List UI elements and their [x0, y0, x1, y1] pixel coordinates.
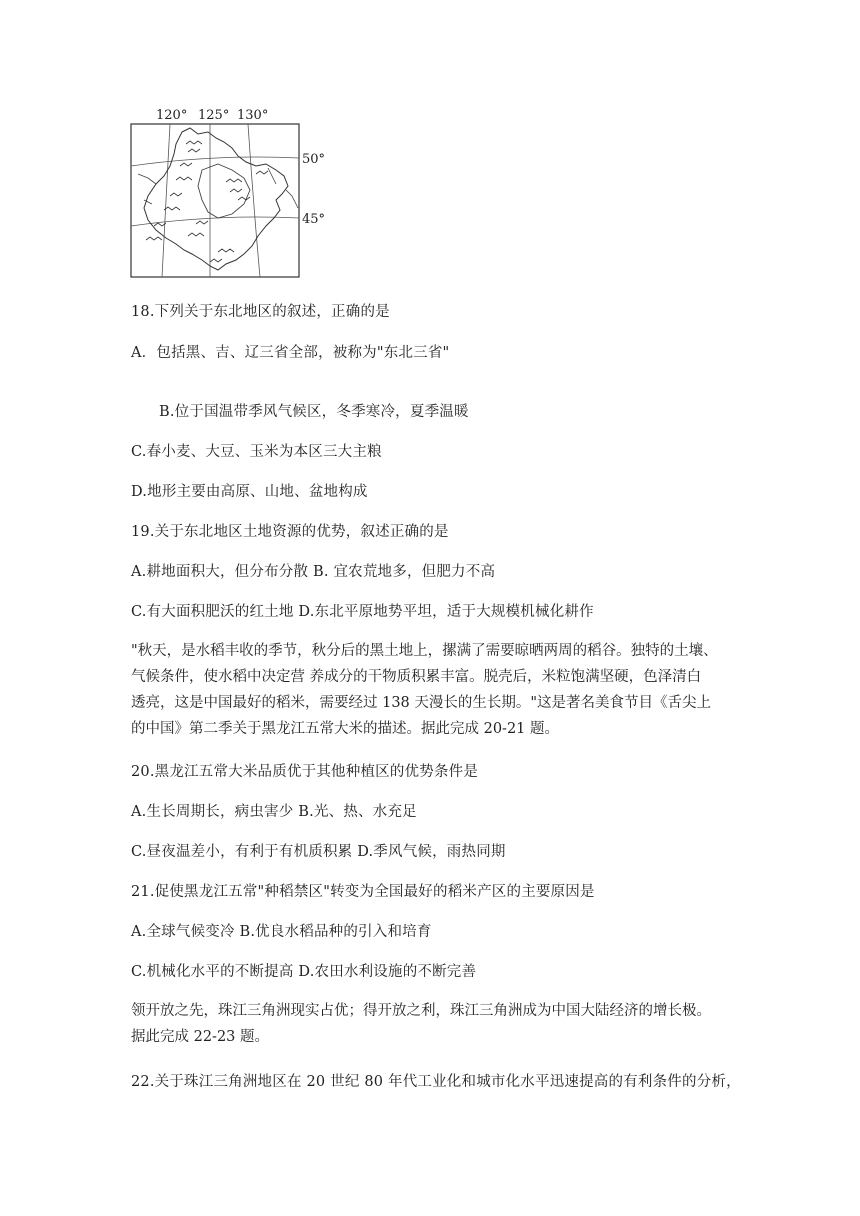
lat-label-50: 50°	[302, 152, 326, 167]
q22-stem: 22.关于珠江三角洲地区在 20 世纪 80 年代工业化和城市化水平迅速提高的有利条件的分析，	[131, 1074, 741, 1090]
q20-options-ab: A.生长周期长，病虫害少 B.光、热、水充足	[131, 804, 417, 820]
meridian-130	[248, 124, 260, 277]
q19-options-ab: A.耕地面积大，但分布分散 B. 宜农荒地多，但肥力不高	[131, 564, 496, 580]
q21-stem: 21.促使黑龙江五常"种稻禁区"转变为全国最好的稻米产区的主要原因是	[131, 884, 595, 900]
q18-option-b: B.位于国温带季风气候区，冬季寒冷，夏季温暖	[159, 404, 469, 420]
river-line	[138, 168, 298, 208]
q20-stem: 20.黑龙江五常大米品质优于其他种植区的优势条件是	[131, 764, 479, 780]
q18-option-d: D.地形主要由高原、山地、盆地构成	[131, 484, 368, 500]
q21-options-cd: C.机械化水平的不断提高 D.农田水利设施的不断完善	[131, 964, 477, 980]
passage-wuchang-rice	[131, 638, 743, 742]
q18-option-c: C.春小麦、大豆、玉米为本区三大主粮	[131, 444, 382, 460]
map-frame	[131, 124, 299, 277]
passage-pearl-river-delta	[131, 998, 743, 1050]
region-outline	[144, 128, 288, 270]
meridian-120	[162, 124, 170, 277]
passage-line: 气候条件，使水稻中决定营 养成分的干物质积累丰富。脱壳后，米粒饱满坚硬，色泽清白	[131, 669, 702, 685]
q19-stem: 19.关于东北地区土地资源的优势，叙述正确的是	[131, 524, 449, 540]
northeast-china-map	[126, 104, 336, 282]
mountain-hachures	[146, 141, 268, 262]
passage-line: 据此完成 22-23 题。	[131, 1029, 270, 1045]
lon-label-125: 125°	[198, 108, 230, 123]
plain-outline	[198, 164, 250, 218]
q18-stem: 18.下列关于东北地区的叙述，正确的是	[131, 304, 390, 320]
q21-options-ab: A.全球气候变冷 B.优良水稻品种的引入和培育	[131, 924, 432, 940]
passage-line: 领开放之先，珠江三角洲现实占优；得开放之利，珠江三角洲成为中国大陆经济的增长极。	[131, 1003, 711, 1019]
q20-options-cd: C.昼夜温差小，有利于有机质积累 D.季风气候，雨热同期	[131, 844, 506, 860]
passage-line: 的中国》第二季关于黑龙江五常大米的描述。据此完成 20-21 题。	[131, 721, 560, 737]
lon-label-120: 120°	[156, 108, 188, 123]
passage-line: "秋天，是水稻丰收的季节，秋分后的黑土地上，摞满了需要晾晒两周的稻谷。独特的土壤、	[131, 643, 718, 659]
lon-label-130: 130°	[237, 108, 269, 123]
lat-label-45: 45°	[302, 212, 326, 227]
q19-options-cd: C.有大面积肥沃的红土地 D.东北平原地势平坦，适于大规模机械化耕作	[131, 604, 594, 620]
passage-line: 透亮，这是中国最好的稻米，需要经过 138 天漫长的生长期。"这是著名美食节目《舌尖上	[131, 695, 712, 711]
q18-option-a: A．包括黑、吉、辽三省全部，被称为"东北三省"	[131, 345, 450, 361]
